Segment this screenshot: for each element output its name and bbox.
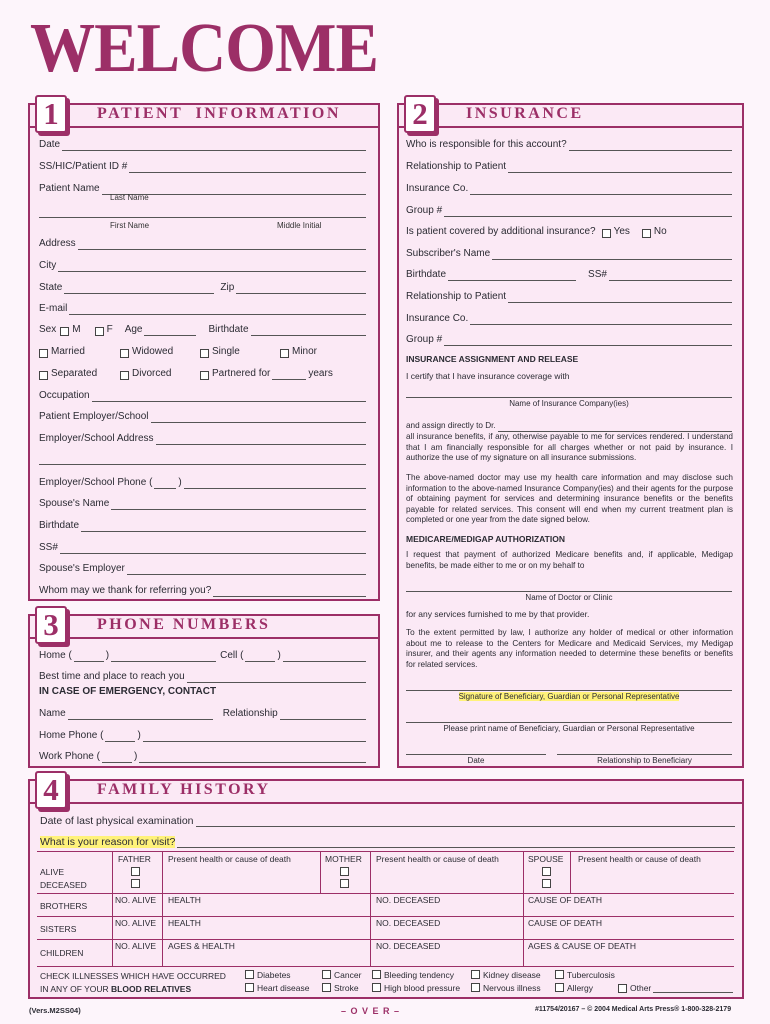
relationship2-label: Relationship to Patient bbox=[406, 291, 507, 302]
nervous-label: Nervous illness bbox=[483, 983, 541, 993]
insurance-company-caption: Name of Insurance Company(ies) bbox=[509, 399, 629, 408]
mother-header: MOTHER bbox=[325, 854, 362, 864]
check-illnesses-label: CHECK ILLNESSES WHICH HAVE OCCURRED bbox=[40, 971, 226, 981]
responsible-field[interactable] bbox=[569, 141, 732, 151]
tuberculosis-label: Tuberculosis bbox=[567, 970, 615, 980]
group2-label: Group # bbox=[406, 334, 443, 345]
partnered-checkbox[interactable] bbox=[200, 371, 209, 380]
age-field[interactable] bbox=[144, 326, 196, 336]
illness-allergy[interactable] bbox=[555, 983, 593, 993]
doctor-field[interactable] bbox=[498, 424, 732, 432]
kidney-label: Kidney disease bbox=[483, 970, 541, 980]
illness-nervous[interactable] bbox=[471, 983, 541, 993]
diabetes-checkbox[interactable] bbox=[245, 970, 254, 979]
insurance-co2-field[interactable] bbox=[470, 315, 732, 325]
widowed-label: Widowed bbox=[132, 346, 174, 357]
work-phone-area-field[interactable] bbox=[102, 753, 132, 763]
illness-kidney[interactable] bbox=[471, 970, 541, 980]
middle-initial-caption: Middle Initial bbox=[277, 221, 322, 230]
sisters-label: SISTERS bbox=[40, 924, 77, 934]
brothers-no-alive-header: NO. ALIVE bbox=[115, 895, 157, 905]
section-number-3: 3 bbox=[35, 606, 67, 644]
mother-health-header: Present health or cause of death bbox=[376, 854, 499, 864]
subscriber-ss-field[interactable] bbox=[609, 271, 732, 281]
last-name-caption: Last Name bbox=[110, 193, 149, 202]
illness-cancer[interactable] bbox=[322, 970, 361, 980]
page-title: WELCOME bbox=[30, 10, 378, 87]
email-field[interactable] bbox=[69, 305, 366, 315]
sex-m-label: M bbox=[72, 324, 81, 335]
divorced-label: Divorced bbox=[132, 368, 172, 379]
father-deceased-checkbox[interactable] bbox=[131, 879, 140, 888]
illness-other[interactable] bbox=[618, 983, 733, 993]
medicare-heading: MEDICARE/MEDIGAP AUTHORIZATION bbox=[406, 534, 565, 544]
relationship-label: Relationship to Patient bbox=[406, 161, 507, 172]
blood-pressure-checkbox[interactable] bbox=[372, 983, 381, 992]
illness-heart[interactable] bbox=[245, 983, 309, 993]
patient-id-field[interactable] bbox=[129, 163, 366, 173]
section-number-1: 1 bbox=[35, 95, 67, 133]
insurance-co-field[interactable] bbox=[470, 185, 732, 195]
sisters-health-header: HEALTH bbox=[168, 918, 201, 928]
work-phone-label: Work Phone ( bbox=[39, 751, 100, 762]
print-name-line[interactable] bbox=[406, 722, 732, 723]
group2-field[interactable] bbox=[444, 336, 732, 346]
signature-date-line[interactable] bbox=[406, 754, 546, 755]
version-text: (Vers.M2SS04) bbox=[29, 1006, 81, 1015]
children-no-alive-header: NO. ALIVE bbox=[115, 941, 157, 951]
spouse-employer-field[interactable] bbox=[127, 565, 366, 575]
section-number-2: 2 bbox=[404, 95, 436, 133]
divorced-checkbox[interactable] bbox=[120, 371, 129, 380]
children-label: CHILDREN bbox=[40, 948, 84, 958]
date-field[interactable] bbox=[62, 141, 366, 151]
illness-diabetes[interactable] bbox=[245, 970, 291, 980]
section-title-family-history: FAMILY HISTORY bbox=[97, 781, 271, 798]
spouse-deceased-checkbox[interactable] bbox=[542, 879, 551, 888]
sisters-cause-header: CAUSE OF DEATH bbox=[528, 918, 602, 928]
home-area-field[interactable] bbox=[74, 652, 104, 662]
spouse-birthdate-label: Birthdate bbox=[39, 520, 80, 531]
group-field[interactable] bbox=[444, 207, 732, 217]
alive-label: ALIVE bbox=[40, 867, 65, 877]
patient-name-label: Patient Name bbox=[39, 183, 100, 194]
emergency-relationship-field[interactable] bbox=[280, 710, 366, 720]
subscriber-field[interactable] bbox=[492, 250, 732, 260]
copyright-text: #11754/20167 – © 2004 Medical Arts Press® 1-800-328-2179 bbox=[535, 1006, 732, 1013]
last-exam-field[interactable] bbox=[196, 817, 736, 827]
heart-checkbox[interactable] bbox=[245, 983, 254, 992]
best-time-label: Best time and place to reach you bbox=[39, 671, 185, 682]
home-phone-field[interactable] bbox=[111, 652, 216, 662]
father-alive-checkbox[interactable] bbox=[131, 867, 140, 876]
partnered-years-field[interactable] bbox=[272, 370, 306, 380]
sex-label: Sex bbox=[39, 324, 57, 335]
stroke-checkbox[interactable] bbox=[322, 983, 331, 992]
extent-text: To the extent permitted by law, I authorize any holder of medical or other information about me to release to the Centers for Medicare and Medicaid Services, my Medigap insurer, and their agents any information needed to determine these benefits or benefits for related services. bbox=[406, 628, 733, 669]
insurance-co2-label: Insurance Co. bbox=[406, 313, 469, 324]
married-label: Married bbox=[51, 346, 85, 357]
spouse-header: SPOUSE bbox=[528, 854, 564, 864]
over-text: – O V E R – bbox=[341, 1006, 401, 1016]
insurance-co-label: Insurance Co. bbox=[406, 183, 469, 194]
occupation-field[interactable] bbox=[92, 392, 366, 402]
employer-address-field[interactable] bbox=[156, 435, 366, 445]
referral-label: Whom may we thank for referring you? bbox=[39, 585, 212, 596]
assign-dr-label: and assign directly to Dr. bbox=[406, 421, 496, 430]
signature-caption-text: Signature of Beneficiary, Guardian or Personal Representative bbox=[458, 692, 680, 701]
emergency-work-phone-field[interactable] bbox=[139, 753, 366, 763]
state-field[interactable] bbox=[64, 284, 214, 294]
employer-field[interactable] bbox=[151, 413, 366, 423]
married-checkbox[interactable] bbox=[39, 349, 48, 358]
home-phone-area-field[interactable] bbox=[105, 732, 135, 742]
children-ages-health-header: AGES & HEALTH bbox=[168, 941, 235, 951]
bleeding-checkbox[interactable] bbox=[372, 970, 381, 979]
other-field[interactable] bbox=[653, 983, 733, 993]
separated-checkbox[interactable] bbox=[39, 371, 48, 380]
best-time-field[interactable] bbox=[187, 673, 366, 683]
age-label: Age bbox=[124, 324, 143, 335]
employer-phone-close: ) bbox=[178, 477, 182, 488]
bleeding-label: Bleeding tendency bbox=[384, 970, 454, 980]
print-name-caption: Please print name of Beneficiary, Guardian or Personal Representative bbox=[443, 724, 695, 733]
reason-visit-field[interactable] bbox=[177, 838, 735, 848]
emergency-name-field[interactable] bbox=[68, 710, 213, 720]
relationship-field[interactable] bbox=[508, 163, 732, 173]
relationship2-field[interactable] bbox=[508, 293, 732, 303]
deceased-label: DECEASED bbox=[40, 880, 87, 890]
state-label: State bbox=[39, 282, 63, 293]
patient-id-label: SS/HIC/Patient ID # bbox=[39, 161, 128, 172]
date-caption: Date bbox=[467, 756, 485, 765]
sex-m-checkbox[interactable] bbox=[60, 327, 69, 336]
spouse-ss-field[interactable] bbox=[60, 544, 366, 554]
yes-label: Yes bbox=[613, 226, 630, 237]
emergency-relationship-label: Relationship bbox=[222, 708, 278, 719]
cell-phone-field[interactable] bbox=[283, 652, 366, 662]
home-phone-close: ) bbox=[137, 730, 141, 741]
assign-text: all insurance benefits, if any, otherwise payable to me for services rendered. I understand that I am financially responsible for all charges whether or not paid by insurance. I authorize the use of my signature on all insurance submissions. bbox=[406, 432, 733, 463]
group-label: Group # bbox=[406, 205, 443, 216]
single-label: Single bbox=[212, 346, 240, 357]
in-any-text: IN ANY OF YOUR bbox=[40, 984, 112, 994]
tuberculosis-checkbox[interactable] bbox=[555, 970, 564, 979]
illness-blood-pressure[interactable] bbox=[372, 983, 460, 993]
assignment-heading: INSURANCE ASSIGNMENT AND RELEASE bbox=[406, 354, 579, 364]
spouse-ss-label: SS# bbox=[39, 542, 58, 553]
section-title-insurance: INSURANCE bbox=[466, 105, 584, 122]
illness-stroke[interactable] bbox=[322, 983, 359, 993]
partnered-for-label: Partnered for bbox=[212, 368, 271, 379]
brothers-cause-header: CAUSE OF DEATH bbox=[528, 895, 602, 905]
doctor-disclosure-text: The above-named doctor may use my health care information and may disclose such information to the above-named Insurance Company(ies) and their agents for the purpose of obtaining payment for services and determining insurance benefits or the benefits payable for related services. This consent will end when my current treatment plan is completed or one year from the date signed below. bbox=[406, 473, 733, 525]
illness-bleeding[interactable] bbox=[372, 970, 454, 980]
medicare-text: I request that payment of authorized Medicare benefits and, if applicable, Medigap benefits, be made either to me or on my behalf to bbox=[406, 550, 733, 570]
diabetes-label: Diabetes bbox=[257, 970, 291, 980]
blood-pressure-label: High blood pressure bbox=[384, 983, 461, 993]
sisters-no-alive-header: NO. ALIVE bbox=[115, 918, 157, 928]
referral-field[interactable] bbox=[213, 587, 366, 597]
mother-deceased-checkbox[interactable] bbox=[340, 879, 349, 888]
sex-f-checkbox[interactable] bbox=[95, 327, 104, 336]
children-no-deceased-header: NO. DECEASED bbox=[376, 941, 441, 951]
heart-label: Heart disease bbox=[257, 983, 310, 993]
allergy-label: Allergy bbox=[567, 983, 593, 993]
employer-label: Patient Employer/School bbox=[39, 411, 149, 422]
city-label: City bbox=[39, 260, 57, 271]
home-label: Home ( bbox=[39, 650, 72, 661]
additional-no-checkbox[interactable] bbox=[642, 229, 651, 238]
reason-visit-label: What is your reason for visit? bbox=[40, 836, 176, 848]
address-label: Address bbox=[39, 238, 76, 249]
cell-label: Cell ( bbox=[220, 650, 244, 661]
mother-alive-checkbox[interactable] bbox=[340, 867, 349, 876]
sisters-no-deceased-header: NO. DECEASED bbox=[376, 918, 441, 928]
last-exam-label: Date of last physical examination bbox=[40, 815, 194, 827]
additional-insurance-label: Is patient covered by additional insurance? bbox=[406, 226, 596, 237]
doctor-clinic-caption: Name of Doctor or Clinic bbox=[525, 593, 613, 602]
years-label: years bbox=[308, 368, 333, 379]
home-close: ) bbox=[105, 650, 110, 661]
employer-phone-area-field[interactable] bbox=[154, 479, 176, 489]
certify-text: I certify that I have insurance coverage with bbox=[406, 371, 570, 381]
cancer-checkbox[interactable] bbox=[322, 970, 331, 979]
section-number-4: 4 bbox=[35, 771, 67, 809]
relationship-beneficiary-line[interactable] bbox=[557, 754, 732, 755]
spouse-employer-label: Spouse's Employer bbox=[39, 563, 125, 574]
work-phone-close: ) bbox=[133, 751, 138, 762]
spouse-name-field[interactable] bbox=[111, 500, 366, 510]
occupation-label: Occupation bbox=[39, 390, 90, 401]
cell-close: ) bbox=[277, 650, 281, 661]
widowed-checkbox[interactable] bbox=[120, 349, 129, 358]
doctor-clinic-line[interactable] bbox=[406, 591, 732, 592]
children-ages-cause-header: AGES & CAUSE OF DEATH bbox=[528, 941, 637, 951]
first-name-caption: First Name bbox=[110, 221, 150, 230]
emergency-home-phone-field[interactable] bbox=[143, 732, 366, 742]
furnished-text: for any services furnished to me by that provider. bbox=[406, 609, 590, 619]
cancer-label: Cancer bbox=[334, 970, 362, 980]
subscriber-birthdate-label: Birthdate bbox=[406, 269, 447, 280]
insurance-company-line[interactable] bbox=[406, 397, 732, 398]
responsible-label: Who is responsible for this account? bbox=[406, 139, 567, 150]
sex-f-label: F bbox=[106, 324, 113, 335]
signature-caption bbox=[406, 692, 732, 701]
email-label: E-mail bbox=[39, 303, 68, 314]
subscriber-ss-label: SS# bbox=[588, 269, 607, 280]
brothers-no-deceased-header: NO. DECEASED bbox=[376, 895, 441, 905]
spouse-name-label: Spouse's Name bbox=[39, 498, 110, 509]
employer-address-label: Employer/School Address bbox=[39, 433, 154, 444]
blood-relatives-text: BLOOD RELATIVES bbox=[111, 984, 192, 994]
kidney-checkbox[interactable] bbox=[471, 970, 480, 979]
city-field[interactable] bbox=[58, 262, 366, 272]
father-header: FATHER bbox=[118, 854, 151, 864]
spouse-birthdate-field[interactable] bbox=[81, 522, 366, 532]
other-label: Other bbox=[630, 983, 652, 993]
emergency-name-label: Name bbox=[39, 708, 66, 719]
section-title-patient-information: PATIENT INFORMATION bbox=[97, 105, 341, 122]
additional-yes-checkbox[interactable] bbox=[602, 229, 611, 238]
zip-field[interactable] bbox=[236, 284, 366, 294]
single-checkbox[interactable] bbox=[200, 349, 209, 358]
relationship-beneficiary-caption: Relationship to Beneficiary bbox=[597, 756, 692, 765]
subscriber-label: Subscriber's Name bbox=[406, 248, 491, 259]
section-title-phone-numbers: PHONE NUMBERS bbox=[97, 616, 271, 633]
employer-phone-label: Employer/School Phone ( bbox=[39, 477, 153, 488]
nervous-checkbox[interactable] bbox=[471, 983, 480, 992]
minor-checkbox[interactable] bbox=[280, 349, 289, 358]
address-field[interactable] bbox=[78, 240, 366, 250]
signature-line[interactable] bbox=[406, 690, 732, 691]
other-checkbox[interactable] bbox=[618, 984, 627, 993]
subscriber-birthdate-field[interactable] bbox=[448, 271, 576, 281]
spouse-alive-checkbox[interactable] bbox=[542, 867, 551, 876]
spouse-health-header: Present health or cause of death bbox=[578, 854, 701, 864]
blood-relatives-label bbox=[40, 984, 191, 994]
home-phone-label: Home Phone ( bbox=[39, 730, 104, 741]
illness-tuberculosis[interactable] bbox=[555, 970, 615, 980]
birthdate-label: Birthdate bbox=[208, 324, 249, 335]
cell-area-field[interactable] bbox=[245, 652, 275, 662]
emergency-contact-heading: IN CASE OF EMERGENCY, CONTACT bbox=[39, 686, 217, 697]
brothers-label: BROTHERS bbox=[40, 901, 88, 911]
birthdate-field[interactable] bbox=[251, 326, 366, 336]
allergy-checkbox[interactable] bbox=[555, 983, 564, 992]
zip-label: Zip bbox=[220, 282, 235, 293]
stroke-label: Stroke bbox=[334, 983, 359, 993]
separated-label: Separated bbox=[51, 368, 98, 379]
first-name-field[interactable] bbox=[39, 208, 366, 218]
minor-label: Minor bbox=[292, 346, 318, 357]
brothers-health-header: HEALTH bbox=[168, 895, 201, 905]
no-label: No bbox=[653, 226, 667, 237]
employer-phone-field[interactable] bbox=[184, 479, 366, 489]
date-label: Date bbox=[39, 139, 61, 150]
employer-address-field-2[interactable] bbox=[39, 455, 366, 465]
father-health-header: Present health or cause of death bbox=[168, 854, 291, 864]
